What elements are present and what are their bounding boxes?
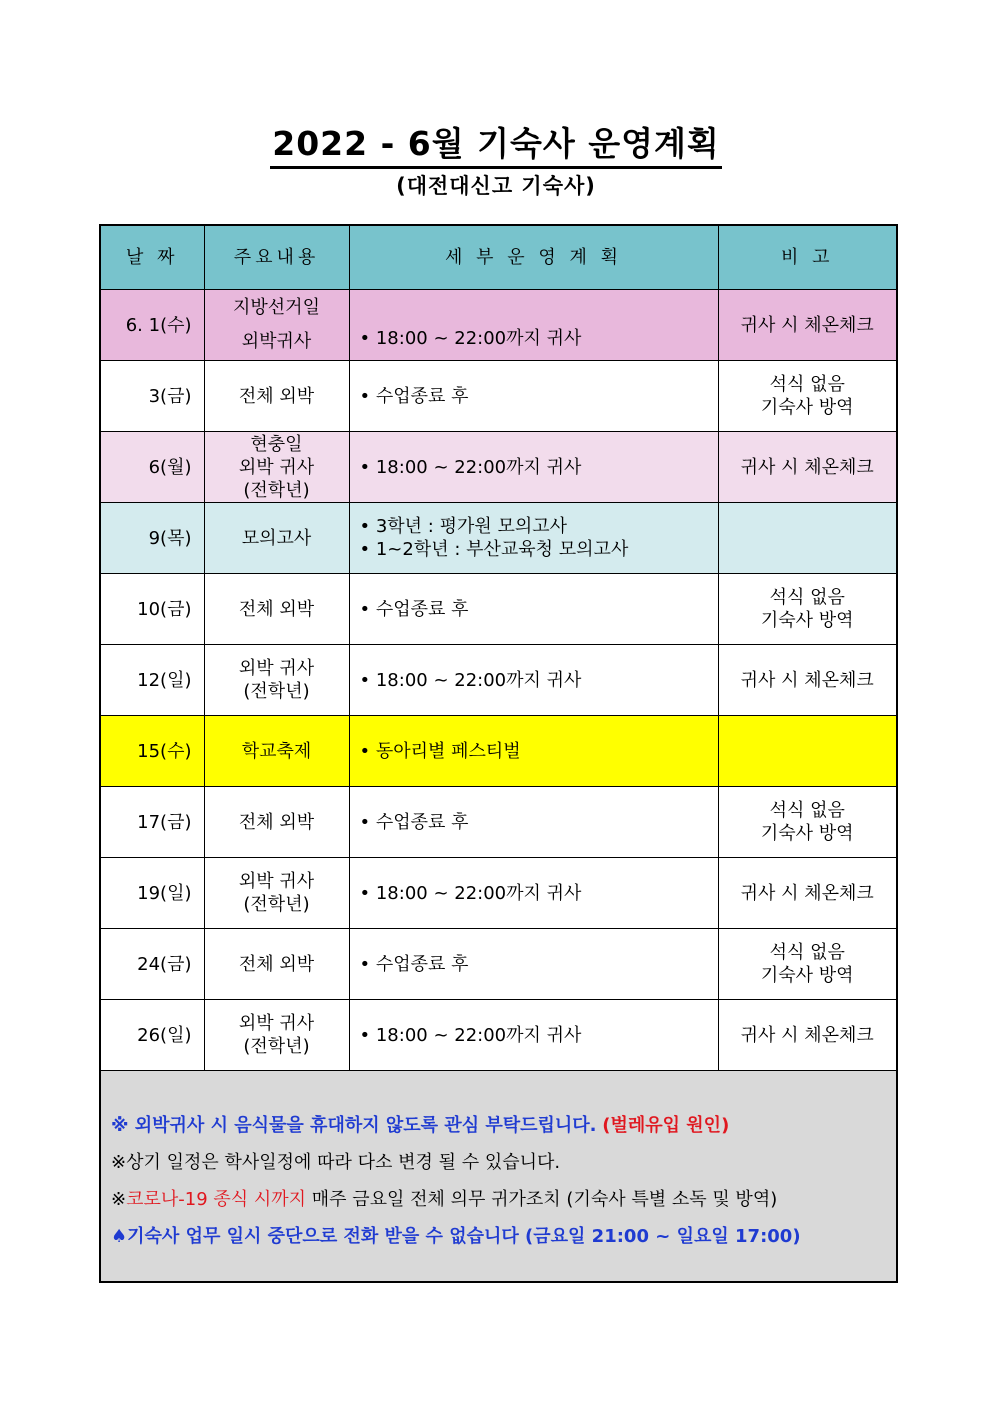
row-main-line: (전학년) [243,1036,310,1057]
note-line-3 [111,1181,886,1218]
row-main-line: 외박귀사 [241,331,312,352]
notes-row [100,1071,897,1283]
row-detail-item: • 1~2학년 : 부산교육청 모의고사 [360,538,712,561]
table-row [100,787,897,858]
row-date: 17(금) [100,787,204,858]
row-date: 26(일) [100,1000,204,1071]
notes-cell [100,1071,897,1283]
table-row [100,574,897,645]
row-main [204,645,349,716]
row-note-line: 석식 없음 [769,374,845,395]
row-note-line: 석식 없음 [769,587,845,608]
row-main-line: (전학년) [243,681,310,702]
row-note [718,645,897,716]
row-note [718,432,897,503]
row-main-line: 전체 외박 [238,953,315,975]
table-header-row [100,225,897,290]
row-main-line: 외박 귀사 [238,456,315,478]
col-header-main: 주요내용 [204,225,349,290]
row-main [204,574,349,645]
row-date: 3(금) [100,361,204,432]
row-note-line: 귀사 시 체온체크 [740,314,874,336]
row-date: 19(일) [100,858,204,929]
row-detail-item: • 수업종료 후 [360,598,712,621]
row-detail-item: • 18:00 ~ 22:00까지 귀사 [360,1024,712,1047]
page-title-wrap [0,118,992,165]
row-main-line: 현충일 [250,433,303,455]
row-main-line: 전체 외박 [238,385,315,407]
row-main-line: 전체 외박 [238,811,315,833]
page-title: 2022 - 6월 기숙사 운영계획 [270,124,721,169]
row-date: 9(목) [100,503,204,574]
table-row [100,1000,897,1071]
row-detail-item: • 3학년 : 평가원 모의고사 [360,515,712,538]
table-row [100,858,897,929]
row-detail [349,432,718,503]
row-detail [349,290,718,361]
row-main-line: (전학년) [243,479,310,501]
note-line-3-red: 코로나-19 종식 시까지 [126,1189,307,1210]
row-main [204,290,349,361]
row-detail-item: • 수업종료 후 [360,953,712,976]
row-detail-item: • 18:00 ~ 22:00까지 귀사 [360,327,712,350]
row-detail-item: • 18:00 ~ 22:00까지 귀사 [360,669,712,692]
row-detail [349,929,718,1000]
col-header-note: 비 고 [718,225,897,290]
schedule-table [99,224,898,1283]
row-detail-item: • 수업종료 후 [360,385,712,408]
row-date: 24(금) [100,929,204,1000]
note-line-2: ※상기 일정은 학사일정에 따라 다소 변경 될 수 있습니다. [111,1152,561,1173]
row-main [204,716,349,787]
table-row [100,290,897,361]
row-note [718,503,897,574]
row-note [718,361,897,432]
row-note [718,574,897,645]
row-detail-item: • 18:00 ~ 22:00까지 귀사 [360,882,712,905]
row-detail [349,503,718,574]
row-main [204,1000,349,1071]
table-row [100,645,897,716]
row-detail-item: • 동아리별 페스티벌 [360,740,712,763]
row-date: 10(금) [100,574,204,645]
row-detail [349,645,718,716]
row-detail [349,574,718,645]
row-date: 6. 1(수) [100,290,204,361]
row-date: 15(수) [100,716,204,787]
note-line-1-text: ※ 외박귀사 시 음식물을 휴대하지 않도록 관심 부탁드립니다. [111,1115,597,1136]
row-date: 12(일) [100,645,204,716]
row-note-line: 기숙사 방역 [760,610,854,631]
row-note [718,787,897,858]
row-note [718,858,897,929]
row-note [718,929,897,1000]
row-note-line: 기숙사 방역 [760,397,854,418]
row-note-line: 귀사 시 체온체크 [740,1024,874,1046]
row-note-line: 귀사 시 체온체크 [740,882,874,904]
row-main-line: 외박 귀사 [238,871,315,892]
col-header-date: 날 짜 [100,225,204,290]
row-note-line: 기숙사 방역 [760,965,854,986]
row-main [204,432,349,503]
row-note [718,716,897,787]
row-detail [349,787,718,858]
row-main [204,361,349,432]
row-detail-item: • 수업종료 후 [360,811,712,834]
table-row [100,361,897,432]
row-detail [349,1000,718,1071]
row-note-line: 석식 없음 [769,942,845,963]
table-row [100,432,897,503]
row-detail [349,716,718,787]
row-main-line: 외박 귀사 [238,658,315,679]
row-main-line: 외박 귀사 [238,1013,315,1034]
row-note-line: 귀사 시 체온체크 [740,669,874,691]
row-note-line: 석식 없음 [769,800,845,821]
row-main-line: 전체 외박 [238,598,315,620]
row-date: 6(월) [100,432,204,503]
note-line-1-red: (벌레유입 원인) [602,1115,730,1136]
row-detail [349,858,718,929]
row-main [204,858,349,929]
row-main-line: 모의고사 [241,527,312,549]
note-line-3-mark: ※ [111,1189,127,1210]
table-row [100,503,897,574]
row-detail [349,361,718,432]
table-row [100,929,897,1000]
row-main-line: 학교축제 [241,740,312,762]
row-main [204,787,349,858]
row-main-line: 지방선거일 [233,297,320,318]
page-subtitle: (대전대신고 기숙사) [396,174,596,198]
row-note-line: 귀사 시 체온체크 [740,456,874,478]
row-note-line: 기숙사 방역 [760,823,854,844]
row-main [204,929,349,1000]
note-line-1 [111,1107,886,1144]
row-main-line: (전학년) [243,894,310,915]
row-note [718,1000,897,1071]
note-line-4: ♠기숙사 업무 일시 중단으로 전화 받을 수 없습니다 (금요일 21:00 ~ 일요일 17:00) [111,1226,801,1247]
table-row [100,716,897,787]
row-main [204,503,349,574]
note-line-3-text: 매주 금요일 전체 의무 귀가조치 (기숙사 특별 소독 및 방역) [306,1189,778,1210]
row-note [718,290,897,361]
row-detail-item: • 18:00 ~ 22:00까지 귀사 [360,456,712,479]
col-header-detail: 세 부 운 영 계 획 [349,225,718,290]
